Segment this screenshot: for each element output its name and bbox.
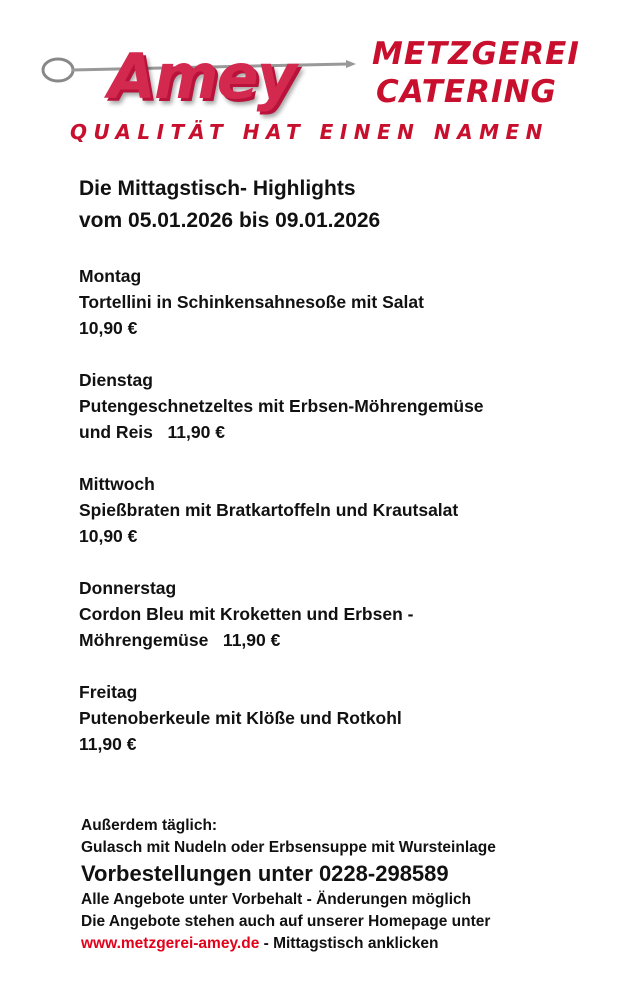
day-name: Mittwoch [79, 474, 155, 494]
day-friday [79, 679, 619, 757]
amey-logo [38, 28, 368, 128]
price: 11,90 € [222, 630, 281, 650]
day-name: Dienstag [79, 370, 153, 390]
logo-wordmark: Amey [108, 40, 296, 113]
dish: Putenoberkeule mit Klöße und Rotkohl [79, 708, 402, 728]
day-monday [79, 263, 619, 341]
preorder-phone: Vorbestellungen unter 0228-298589 [81, 861, 449, 886]
homepage-note: Die Angebote stehen auch auf unserer Homepage unter [81, 913, 491, 930]
day-thursday [79, 575, 619, 653]
footer [81, 815, 621, 955]
day-tuesday [79, 367, 619, 445]
menu-content [79, 173, 619, 757]
price: 11,90 € [167, 422, 225, 442]
header [0, 0, 641, 160]
daily-label: Außerdem täglich: [81, 817, 218, 834]
price: 10,90 € [79, 318, 138, 338]
menu-title-line1: Die Mittagstisch- Highlights [79, 177, 356, 200]
homepage-line [81, 933, 621, 955]
homepage-link[interactable]: www.metzgerei-amey.de [81, 935, 260, 952]
dish: Putengeschnetzeltes mit Erbsen-Möhrengemüse [79, 396, 484, 416]
day-wednesday [79, 471, 619, 549]
disclaimer: Alle Angebote unter Vorbehalt - Änderungen möglich [81, 891, 472, 908]
day-name: Freitag [79, 682, 138, 702]
link-suffix: - Mittagstisch anklicken [259, 935, 439, 952]
dish: Tortellini in Schinkensahnesoße mit Salat [79, 292, 424, 312]
menu-title [79, 173, 619, 237]
menu-title-line2: vom 05.01.2026 bis 09.01.2026 [79, 209, 381, 232]
brand-line-catering: CATERING [376, 74, 557, 110]
dish: Cordon Bleu mit Kroketten und Erbsen - [79, 604, 414, 624]
brand-name [372, 35, 612, 111]
dish-line2 [79, 627, 619, 653]
dish: Spießbraten mit Bratkartoffeln und Krautsalat [79, 500, 459, 520]
daily-items: Gulasch mit Nudeln oder Erbsensuppe mit Wursteinlage [81, 839, 496, 856]
dish-continuation: Möhrengemüse [79, 630, 209, 650]
price: 11,90 € [79, 734, 137, 754]
day-name: Donnerstag [79, 578, 177, 598]
dish-continuation: und Reis [79, 422, 153, 442]
day-name: Montag [79, 266, 142, 286]
dish-line2 [79, 419, 619, 445]
brand-line-metzgerei: METZGEREI [372, 36, 580, 72]
price: 10,90 € [79, 526, 138, 546]
slogan: QUALITÄT HAT EINEN NAMEN [70, 120, 549, 144]
